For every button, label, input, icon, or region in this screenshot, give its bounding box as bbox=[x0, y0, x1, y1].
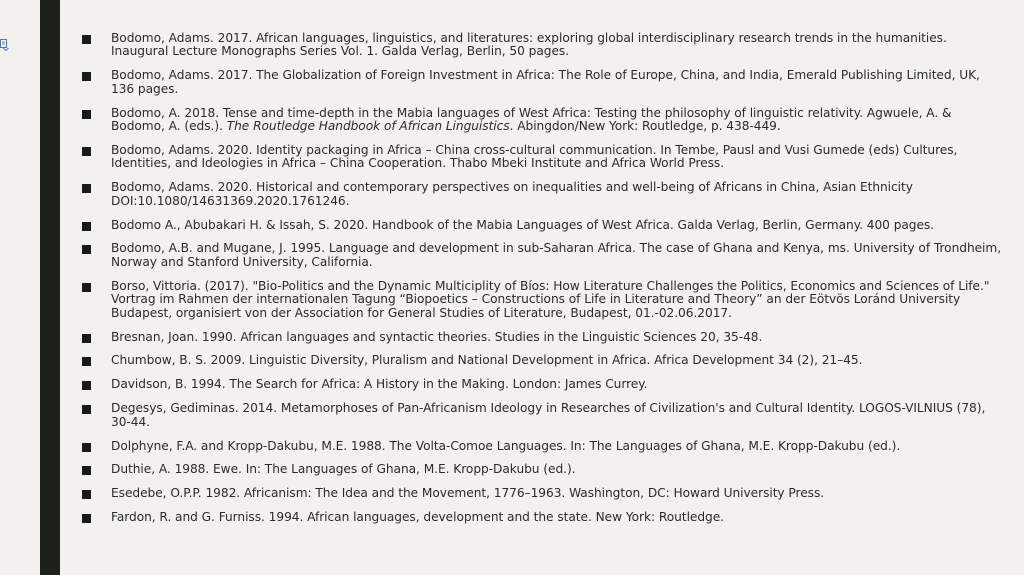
reference-item bbox=[82, 144, 1004, 171]
reference-text: Duthie, A. 1988. Ewe. In: The Languages of Ghana, M.E. Kropp-Dakubu (ed.). bbox=[111, 462, 576, 477]
square-bullet-icon bbox=[82, 245, 91, 254]
square-bullet-icon bbox=[82, 514, 91, 523]
reference-text: Esedebe, O.P.P. 1982. Africanism: The Idea and the Movement, 1776–1963. Washington, DC: Howard University Press. bbox=[111, 486, 825, 501]
square-bullet-icon bbox=[82, 357, 91, 366]
reference-item bbox=[82, 487, 1004, 500]
square-bullet-icon bbox=[82, 283, 91, 292]
reference-text: Dolphyne, F.A. and Kropp-Dakubu, M.E. 1988. The Volta-Comoe Languages. In: The Languages of Ghana, M.E. Kropp-Dakubu (ed.). bbox=[111, 438, 901, 453]
reference-text: Degesys, Gediminas. 2014. Metamorphoses of Pan-Africanism Ideology in Researches of Civilization's and Cultural Identity. LOGOS-VILNIUS (78), 30-44. bbox=[111, 401, 986, 429]
reference-item bbox=[82, 181, 1004, 208]
square-bullet-icon bbox=[82, 222, 91, 231]
reference-text: Bodomo, A. 2018. Tense and time-depth in the Mabia languages of West Africa: Testing the philosophy of linguistic relativity. Agwuele, A. & Bodomo, A. (eds.). bbox=[111, 105, 952, 134]
reference-text-tail: . Abingdon/New York: Routledge, p. 438-449. bbox=[509, 119, 781, 134]
reference-item bbox=[82, 354, 1004, 367]
square-bullet-icon bbox=[82, 443, 91, 452]
square-bullet-icon bbox=[82, 381, 91, 390]
reference-item bbox=[82, 107, 1004, 134]
square-bullet-icon bbox=[82, 147, 91, 156]
square-bullet-icon bbox=[82, 184, 91, 193]
reference-item bbox=[82, 463, 1004, 476]
reference-item bbox=[82, 32, 1004, 59]
reference-text: Bresnan, Joan. 1990. African languages and syntactic theories. Studies in the Linguistic Sciences 20, 35-48. bbox=[111, 329, 763, 344]
reference-item bbox=[82, 378, 1004, 391]
square-bullet-icon bbox=[82, 405, 91, 414]
reference-item bbox=[82, 242, 1004, 269]
reference-item bbox=[82, 219, 1004, 232]
reference-text: Davidson, B. 1994. The Search for Africa: A History in the Making. London: James Currey. bbox=[111, 377, 648, 392]
reference-text: Bodomo, Adams. 2020. Historical and contemporary perspectives on inequalities and well-being of Africans in China, Asian Ethnicity DOI:10.1080/14631369.2020.1761246. bbox=[111, 180, 913, 208]
square-bullet-icon bbox=[82, 110, 91, 119]
reference-book-title: The Routledge Handbook of African Linguistics bbox=[226, 119, 510, 134]
reference-text: Bodomo, Adams. 2020. Identity packaging in Africa – China cross-cultural communication. In Tembe, Pausl and Vusi Gumede (eds) Cultures, Identities, and Ideologies in Africa – China Cooperation. Thabo Mbeki Institute and Africa World Press. bbox=[111, 142, 958, 171]
square-bullet-icon bbox=[82, 490, 91, 499]
reference-text: Fardon, R. and G. Furniss. 1994. African languages, development and the state. New York: Routledge. bbox=[111, 510, 724, 525]
reference-list bbox=[82, 32, 1004, 535]
reference-item bbox=[82, 402, 1004, 429]
reference-item bbox=[82, 280, 1004, 320]
reference-item bbox=[82, 69, 1004, 96]
square-bullet-icon bbox=[82, 35, 91, 44]
reference-item bbox=[82, 331, 1004, 344]
reference-item bbox=[82, 511, 1004, 524]
reference-item bbox=[82, 440, 1004, 453]
square-bullet-icon bbox=[82, 334, 91, 343]
reference-text: Bodomo A., Abubakari H. & Issah, S. 2020. Handbook of the Mabia Languages of West Africa. Galda Verlag, Berlin, Germany. 400 pages. bbox=[111, 217, 935, 232]
reference-text: Chumbow, B. S. 2009. Linguistic Diversity, Pluralism and National Development in Africa. Africa Development 34 (2), 21–45. bbox=[111, 353, 863, 368]
square-bullet-icon bbox=[82, 72, 91, 81]
slide-side-bar bbox=[40, 0, 60, 575]
slide-link-icon[interactable] bbox=[0, 36, 9, 48]
reference-text: Borso, Vittoria. (2017). "Bio-Politics and the Dynamic Multiciplity of Bíos: How Literature Challenges the Politics, Economics and Sciences of Life." Vortrag im Rahmen der internationalen Tagung “Biopoetics – Constructions of Life in Literature and Theory” an der Eötvös Loránd University Budapest, organisiert von der Association for General Studies of Literature, Budapest, 01.-02.06.2017. bbox=[111, 278, 990, 320]
square-bullet-icon bbox=[82, 466, 91, 475]
reference-text: Bodomo, Adams. 2017. African languages, linguistics, and literatures: exploring global interdisciplinary research trends in the humanities. Inaugural Lecture Monographs Series Vol. 1. Galda Verlag, Berlin, 50 pages. bbox=[111, 31, 947, 59]
reference-text: Bodomo, Adams. 2017. The Globalization of Foreign Investment in Africa: The Role of Europe, China, and India, Emerald Publishing Limited, UK, 136 pages. bbox=[111, 68, 980, 96]
reference-text: Bodomo, A.B. and Mugane, J. 1995. Language and development in sub-Saharan Africa. The case of Ghana and Kenya, ms. University of Trondheim, Norway and Stanford University, California. bbox=[111, 241, 1002, 269]
